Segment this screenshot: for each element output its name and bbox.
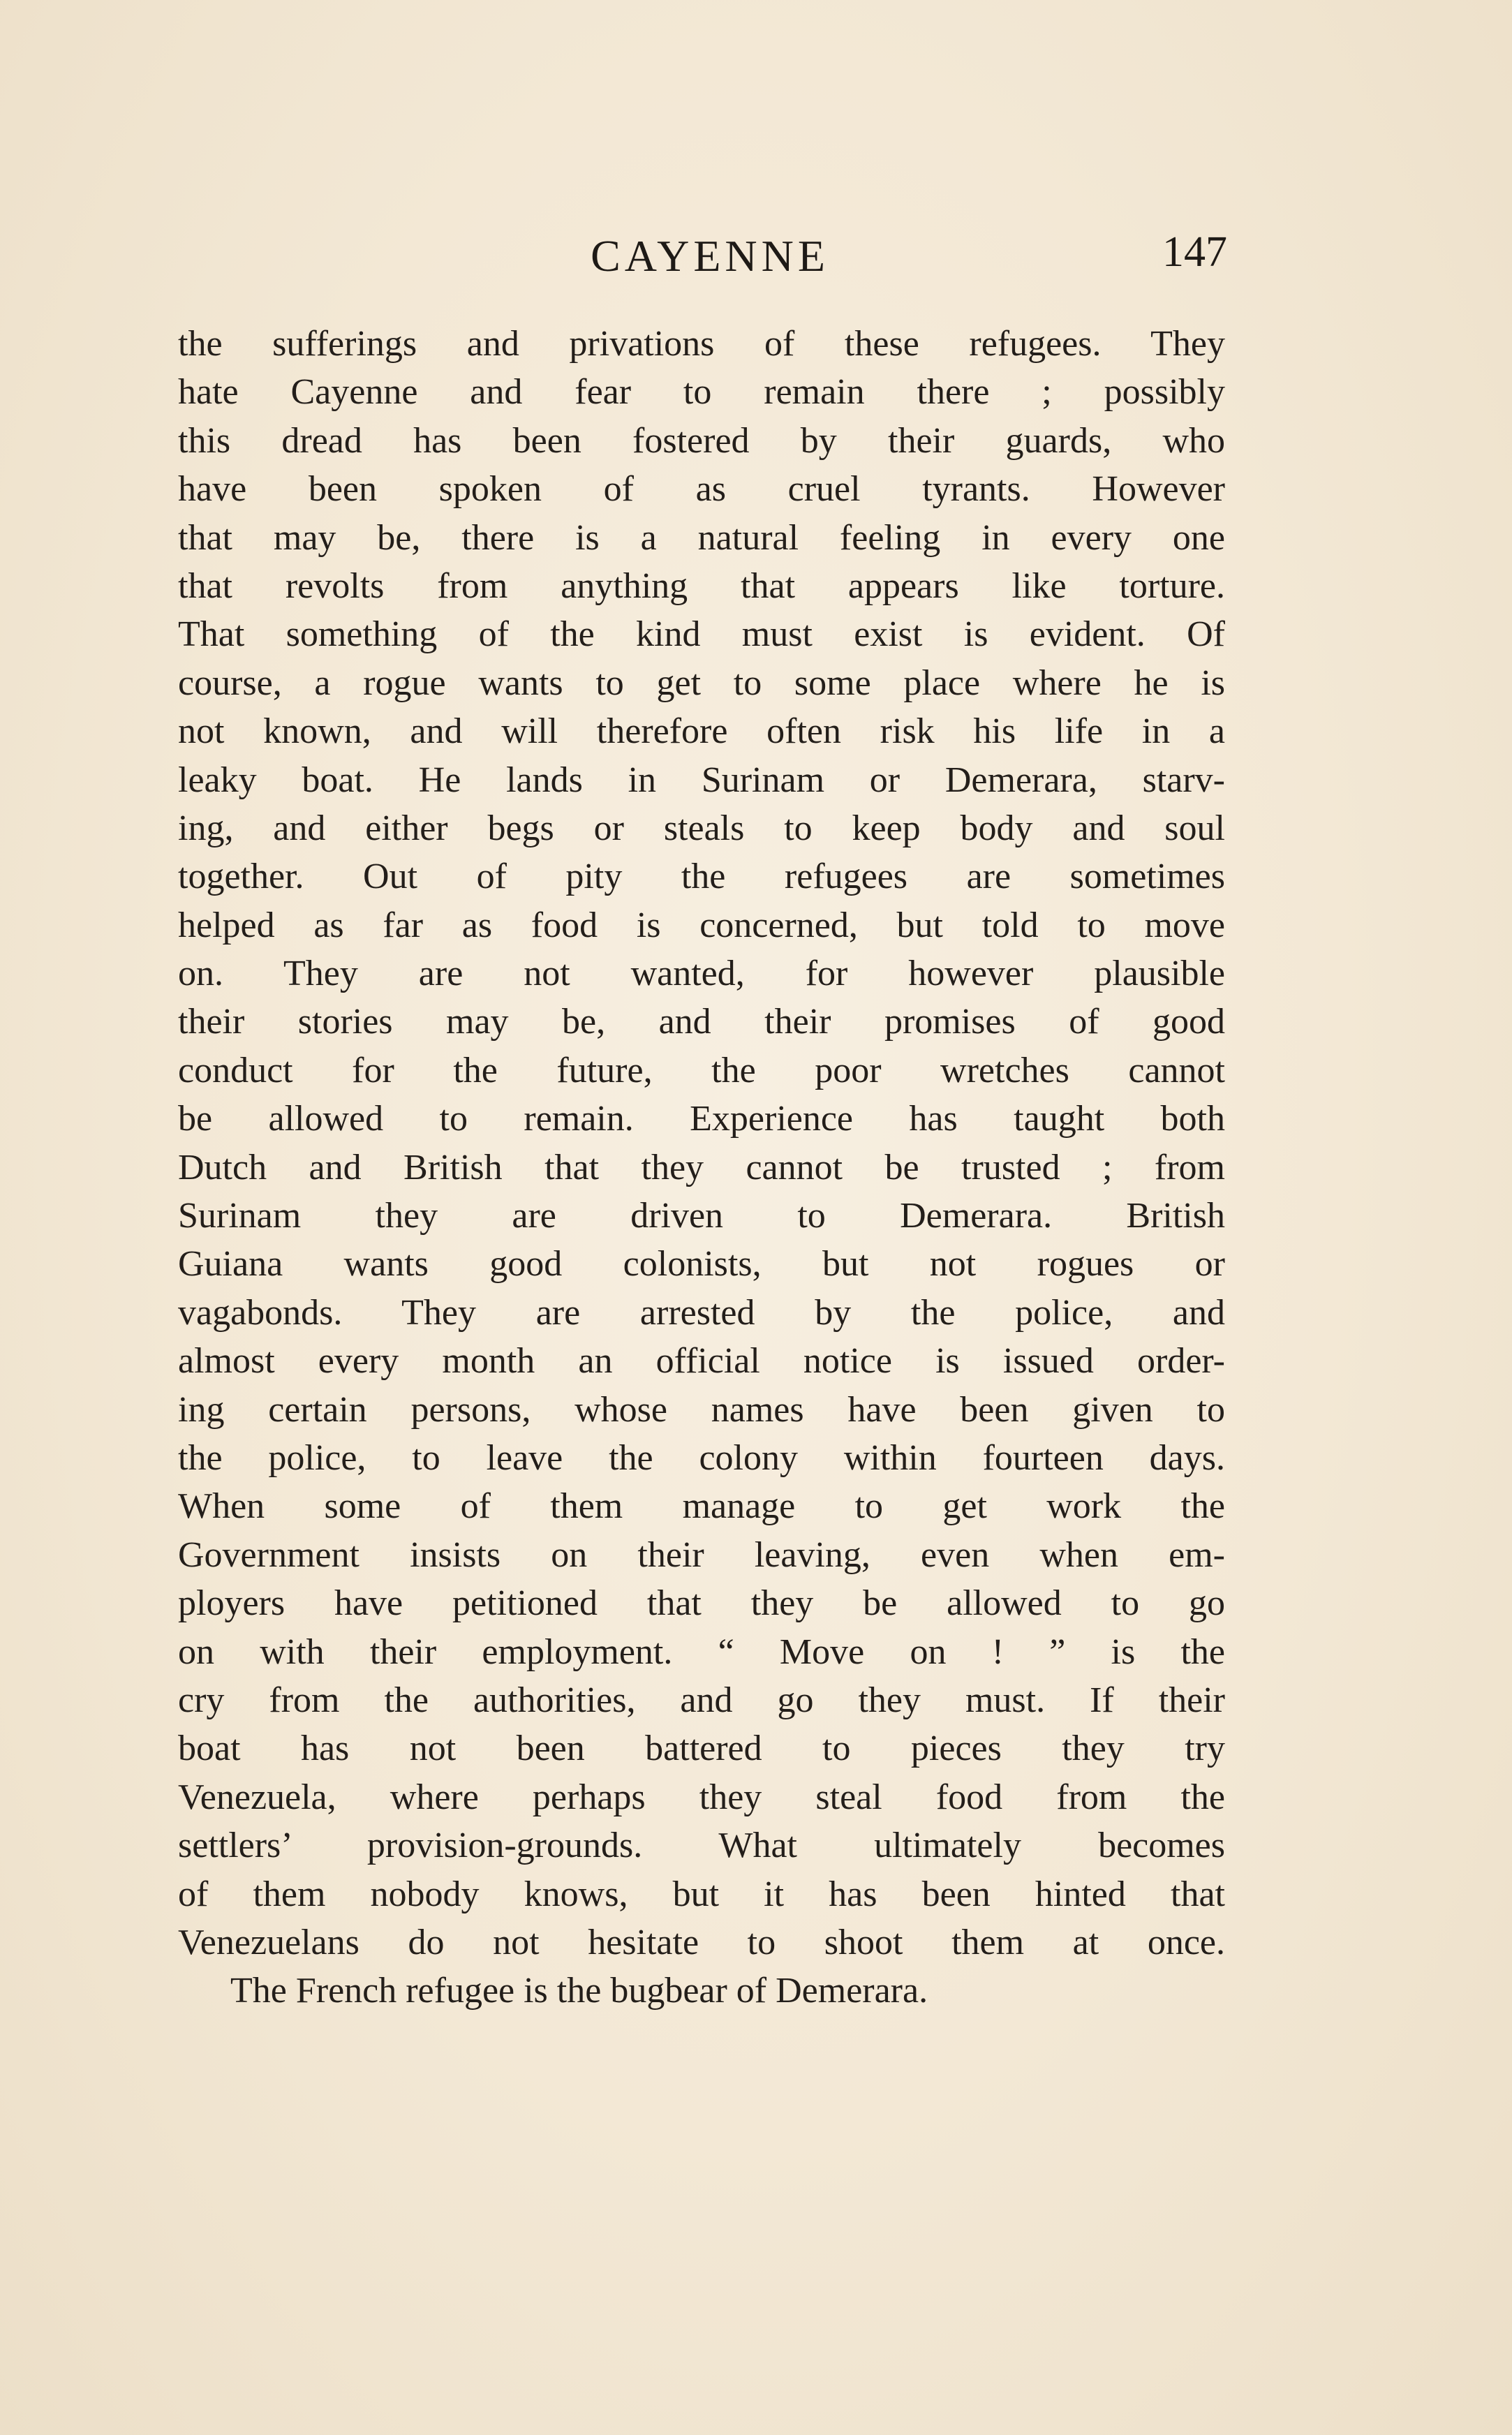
text-line: ing certain persons, whose names have been given to xyxy=(178,1389,1225,1430)
text-line: have been spoken of as cruel tyrants. However xyxy=(178,469,1225,510)
running-title: CAYENNE xyxy=(591,231,829,281)
text-line: the police, to leave the colony within fourteen days. xyxy=(178,1437,1225,1478)
text-line: Venezuelans do not hesitate to shoot them at once. xyxy=(178,1922,1225,1962)
text-line: That something of the kind must exist is evident. Of xyxy=(178,614,1225,655)
text-line: not known, and will therefore often risk his life in a xyxy=(178,711,1225,752)
text-line: the sufferings and privations of these refugees. They xyxy=(178,324,1225,364)
text-line: almost every month an official notice is issued order- xyxy=(178,1341,1225,1382)
text-line: on. They are not wanted, for however plausible xyxy=(178,954,1225,994)
text-line: helped as far as food is concerned, but told to move xyxy=(178,905,1225,945)
text-line: course, a rogue wants to get to some place where he is xyxy=(178,663,1225,703)
text-line: boat has not been battered to pieces they try xyxy=(178,1729,1225,1769)
text-line: be allowed to remain. Experience has taught both xyxy=(178,1099,1225,1139)
text-line: Government insists on their leaving, even when em- xyxy=(178,1534,1225,1575)
text-line: that revolts from anything that appears like torture. xyxy=(178,565,1225,606)
text-line: cry from the authorities, and go they must. If their xyxy=(178,1680,1225,1720)
text-line: together. Out of pity the refugees are sometimes xyxy=(178,857,1225,897)
text-line: on with their employment. “ Move on ! ” is the xyxy=(178,1631,1225,1672)
text-line: vagabonds. They are arrested by the police, and xyxy=(178,1292,1225,1333)
text-line: their stories may be, and their promises of good xyxy=(178,1002,1225,1042)
text-line: Venezuela, where perhaps they steal food from the xyxy=(178,1777,1225,1817)
page-header xyxy=(176,225,1227,288)
text-line: When some of them manage to get work the xyxy=(178,1486,1225,1527)
text-line: Dutch and British that they cannot be trusted ; from xyxy=(178,1147,1225,1187)
text-line: this dread has been fostered by their guards, who xyxy=(178,420,1225,461)
body-text xyxy=(178,320,1225,2015)
text-line: leaky boat. He lands in Surinam or Demerara, starv- xyxy=(178,760,1225,800)
text-line: settlers’ provision-grounds. What ultimately becomes xyxy=(178,1826,1225,1866)
text-line: conduct for the future, the poor wretches cannot xyxy=(178,1050,1225,1090)
text-line: Guiana wants good colonists, but not rogues or xyxy=(178,1244,1225,1285)
text-line: Surinam they are driven to Demerara. British xyxy=(178,1196,1225,1236)
text-line: of them nobody knows, but it has been hinted that xyxy=(178,1874,1225,1914)
page-number: 147 xyxy=(1162,228,1227,276)
text-line: ing, and either begs or steals to keep body and soul xyxy=(178,808,1225,848)
text-line: ployers have petitioned that they be allowed to go xyxy=(178,1583,1225,1624)
text-line-paragraph-start: The French refugee is the bugbear of Demerara. xyxy=(230,1971,928,2011)
text-line: hate Cayenne and fear to remain there ; possibly xyxy=(178,372,1225,413)
text-line: that may be, there is a natural feeling in every one xyxy=(178,517,1225,558)
